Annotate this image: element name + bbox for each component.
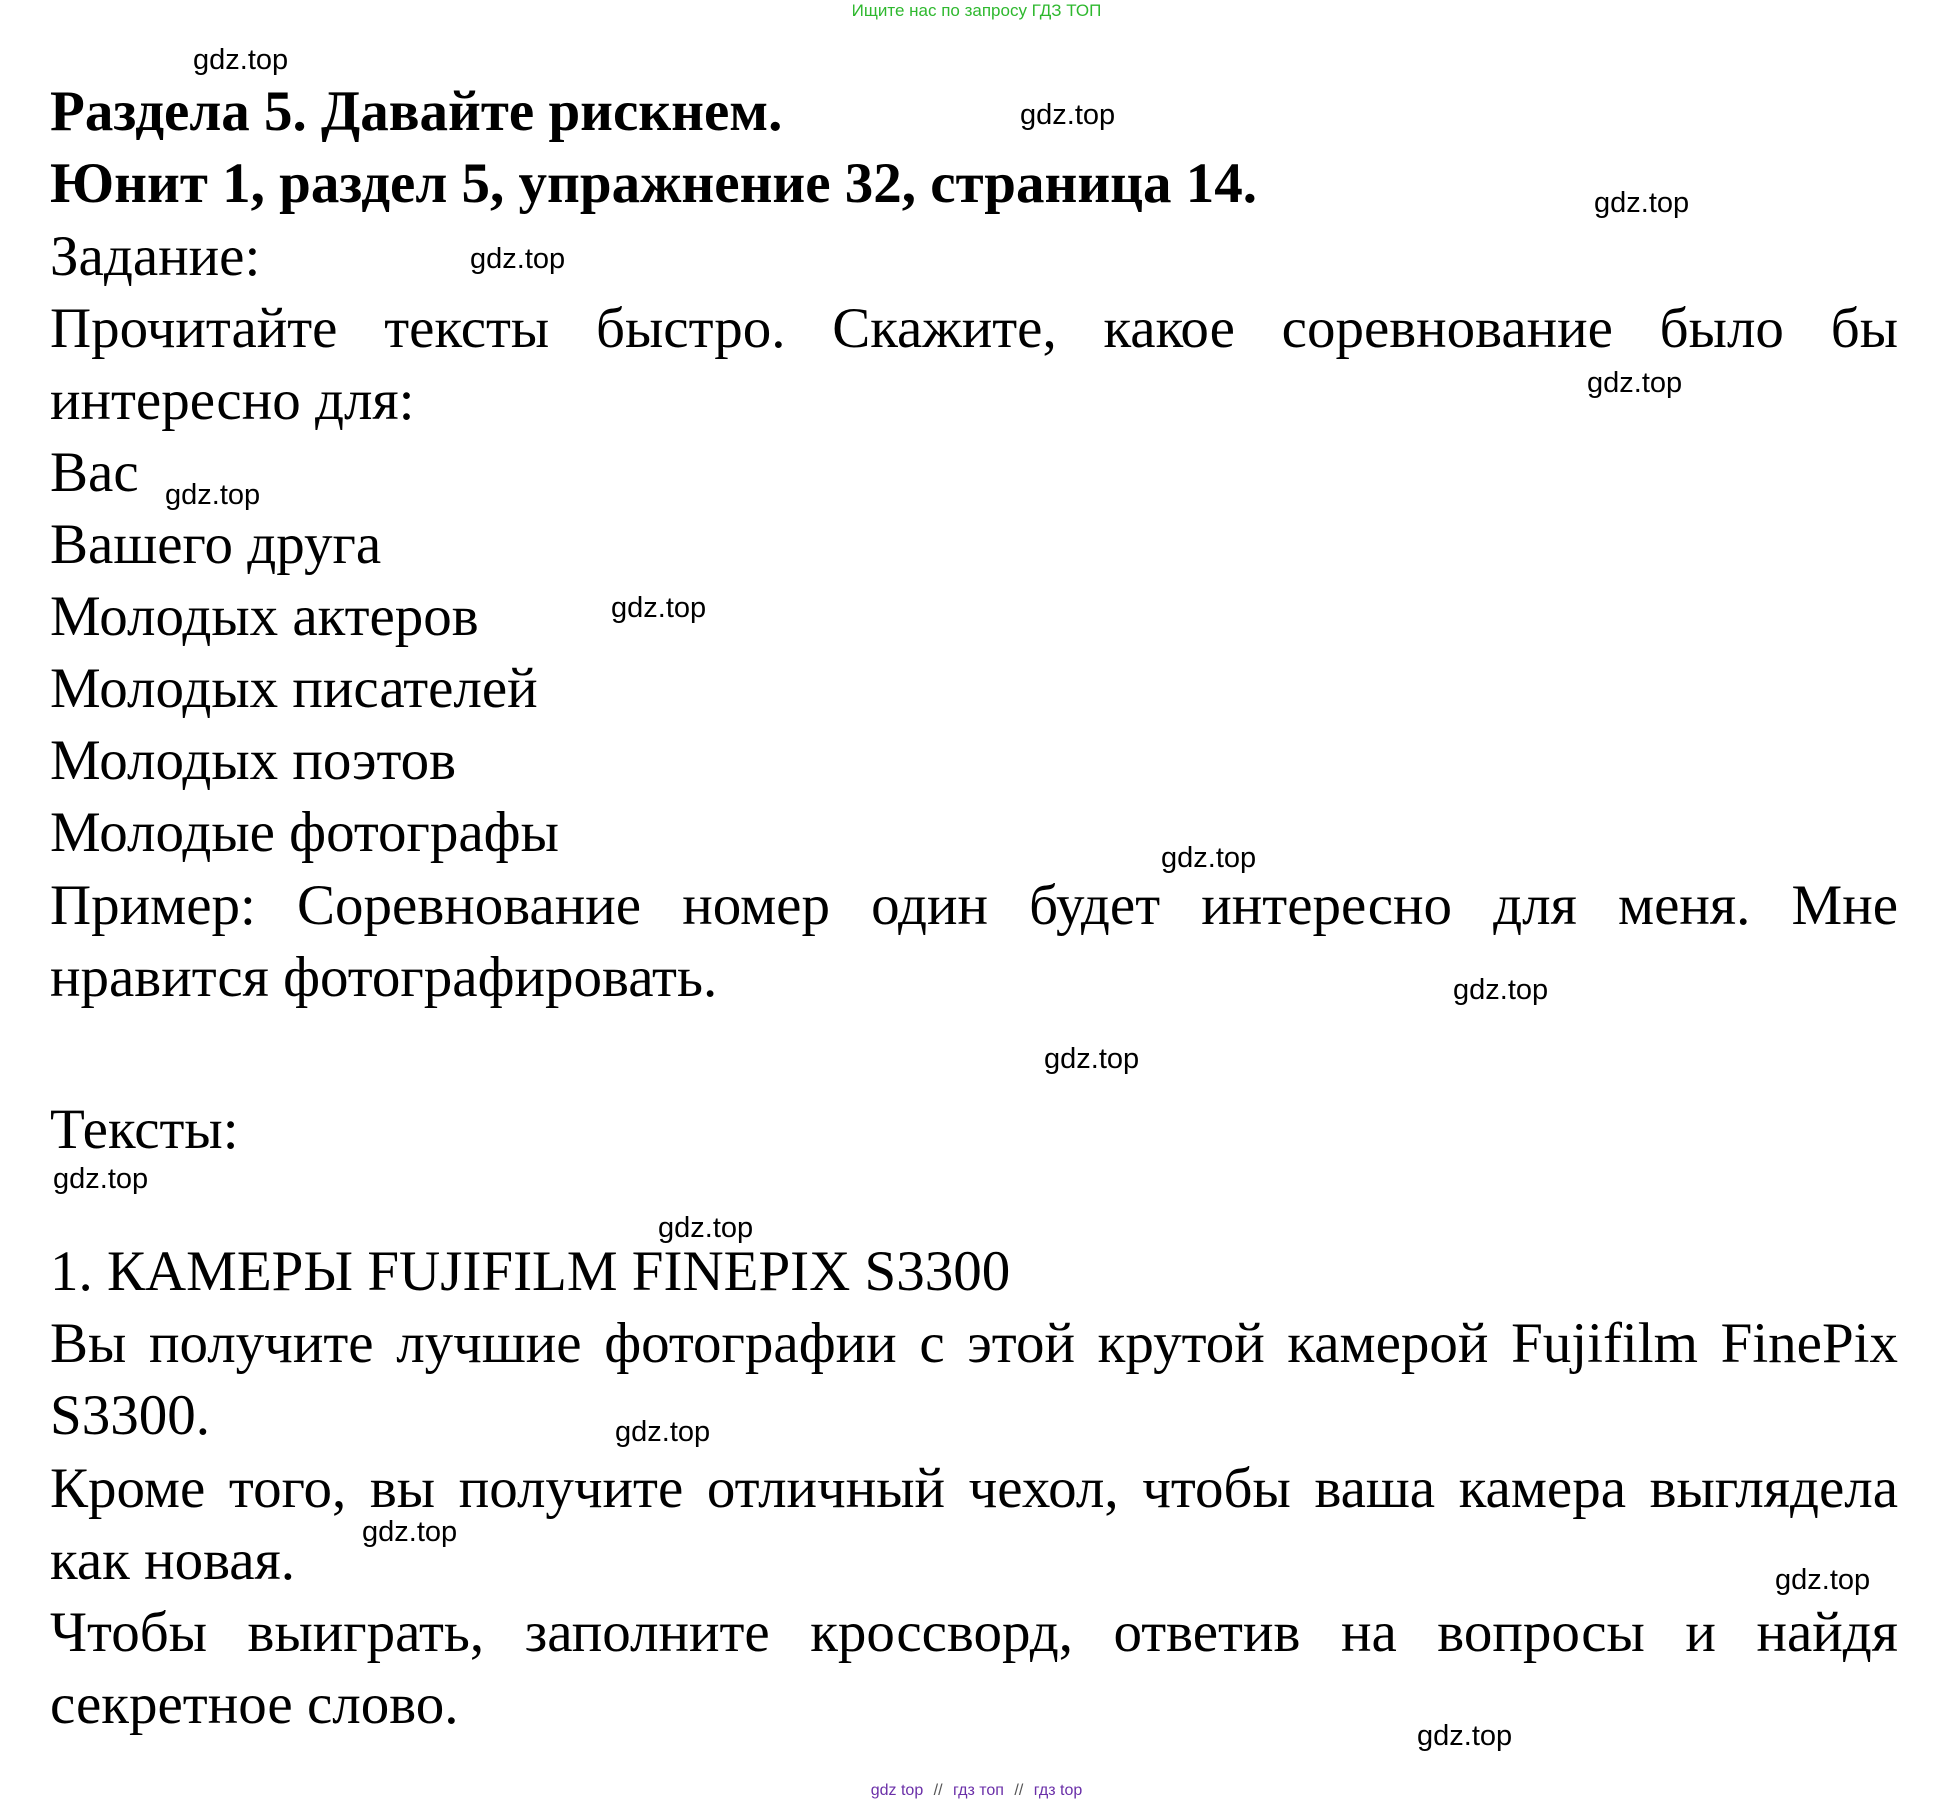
text-1-paragraph-2-line-1: Кроме того, вы получите отличный чехол, чтобы ваша камера выглядела — [50, 1457, 1898, 1520]
exercise-subtitle: Юнит 1, раздел 5, упражнение 32, страница 14. — [50, 152, 1258, 215]
watermark: gdz.top — [1020, 99, 1116, 131]
task-instruction-line-2: интересно для: — [50, 369, 415, 432]
footer-link-2[interactable]: гдз топ — [953, 1782, 1004, 1799]
watermark: gdz.top — [1417, 1720, 1513, 1752]
example-line-2: нравится фотографировать. — [50, 946, 718, 1009]
watermark: gdz.top — [1161, 842, 1257, 874]
footer-separator: // — [933, 1782, 943, 1799]
example-line-1: Пример: Соревнование номер один будет интересно для меня. Мне — [50, 874, 1898, 937]
texts-label: Тексты: — [50, 1098, 239, 1161]
footer-separator: // — [1014, 1782, 1024, 1799]
section-title: Раздела 5. Давайте рискнем. — [50, 80, 783, 143]
text-1-paragraph-2-line-2: как новая. — [50, 1529, 296, 1592]
watermark: gdz.top — [1453, 974, 1549, 1006]
footer-links — [0, 1781, 1953, 1801]
watermark: gdz.top — [1594, 187, 1690, 219]
option-item: Молодых писателей — [50, 657, 538, 720]
top-banner-link[interactable] — [0, 0, 1953, 22]
watermark: gdz.top — [1775, 1564, 1871, 1596]
watermark: gdz.top — [470, 243, 566, 275]
watermark: gdz.top — [1044, 1043, 1140, 1075]
text-1-paragraph-3-line-2: секретное слово. — [50, 1673, 459, 1736]
watermark: gdz.top — [1587, 367, 1683, 399]
watermark: gdz.top — [53, 1163, 149, 1195]
watermark: gdz.top — [193, 44, 289, 76]
text-1-paragraph-1-line-1: Вы получите лучшие фотографии с этой крутой камерой Fujifilm FinePix — [50, 1312, 1898, 1375]
watermark: gdz.top — [658, 1212, 754, 1244]
task-label: Задание: — [50, 225, 261, 288]
watermark: gdz.top — [362, 1516, 458, 1548]
option-item: Молодые фотографы — [50, 801, 559, 864]
top-banner-text[interactable]: Ищите нас по запросу ГДЗ ТОП — [851, 1, 1102, 20]
option-item: Вас — [50, 441, 139, 504]
option-item: Молодых актеров — [50, 585, 479, 648]
watermark: gdz.top — [615, 1416, 711, 1448]
text-1-paragraph-1-line-2: S3300. — [50, 1384, 210, 1447]
watermark: gdz.top — [165, 479, 261, 511]
text-1-paragraph-3-line-1: Чтобы выиграть, заполните кроссворд, ответив на вопросы и найдя — [50, 1601, 1898, 1664]
option-item: Молодых поэтов — [50, 729, 457, 792]
text-1-heading: 1. КАМЕРЫ FUJIFILM FINEPIX S3300 — [50, 1240, 1011, 1303]
option-item: Вашего друга — [50, 513, 382, 576]
task-instruction-line-1: Прочитайте тексты быстро. Скажите, какое соревнование было бы — [50, 297, 1898, 360]
watermark: gdz.top — [611, 592, 707, 624]
footer-link-1[interactable]: gdz top — [870, 1782, 924, 1799]
footer-link-3[interactable]: гдз top — [1033, 1782, 1083, 1799]
